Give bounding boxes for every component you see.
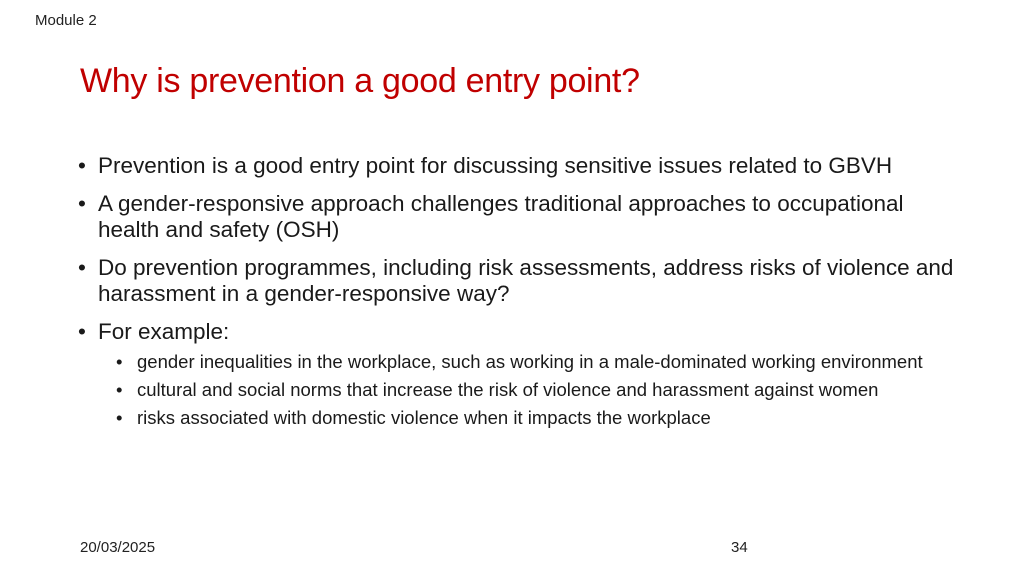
sub-bullet-item: • cultural and social norms that increase the risk of violence and harassment against women bbox=[116, 379, 958, 401]
sub-bullet-item: • gender inequalities in the workplace, such as working in a male-dominated working environment bbox=[116, 351, 958, 373]
bullet-item-example bbox=[78, 319, 958, 429]
bullet-item-label: For example: bbox=[98, 319, 230, 344]
sub-bullet-list bbox=[98, 351, 958, 429]
slide-title: Why is prevention a good entry point? bbox=[80, 62, 640, 100]
bullet-list bbox=[78, 153, 958, 441]
bullet-item: • A gender-responsive approach challenges traditional approaches to occupational health and safety (OSH) bbox=[78, 191, 958, 243]
module-label: Module 2 bbox=[35, 12, 97, 29]
page-number: 34 bbox=[731, 539, 748, 556]
bullet-item: • Prevention is a good entry point for discussing sensitive issues related to GBVH bbox=[78, 153, 958, 179]
bullet-item: • Do prevention programmes, including risk assessments, address risks of violence and harassment in a gender-responsive way? bbox=[78, 255, 958, 307]
footer-date: 20/03/2025 bbox=[80, 539, 156, 556]
sub-bullet-item: • risks associated with domestic violence when it impacts the workplace bbox=[116, 407, 958, 429]
